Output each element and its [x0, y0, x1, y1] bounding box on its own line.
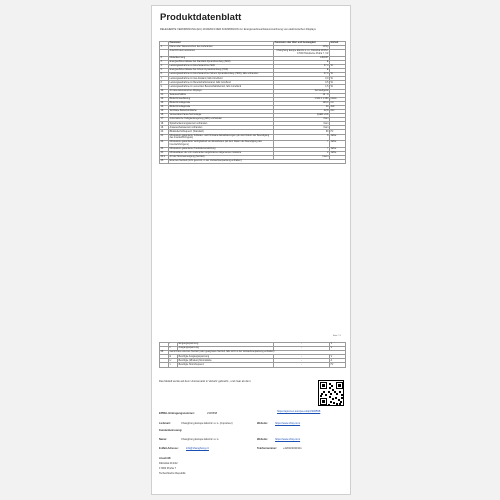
- row-number: 25.: [160, 160, 169, 164]
- row-parameter: Benötigte Ausgangsspannung: [178, 355, 274, 359]
- row-value: 42,8: [274, 110, 330, 114]
- row-number: 19.: [160, 126, 169, 130]
- row-number: ii: [169, 347, 178, 351]
- row-unit: W: [330, 77, 346, 81]
- row-value: L40G5T: [274, 56, 330, 60]
- page-note: Seite 1 / 1: [332, 335, 341, 337]
- website2-link[interactable]: https://www.chiq.com/: [275, 438, 301, 441]
- row-number: 17.: [160, 118, 169, 122]
- row-number: 7.: [160, 77, 169, 81]
- table-row: [160, 50, 346, 57]
- parameter-table-body: [160, 46, 346, 164]
- row-number: iv: [169, 359, 178, 363]
- column-header-unit: Einheit: [330, 42, 346, 46]
- row-unit: Zoll: [330, 105, 346, 109]
- power-supply-table: [159, 342, 346, 368]
- row-parameter: Anwesenheitssensor vorhanden: [169, 126, 274, 130]
- row-parameter: Spracherkennungssensor vorhanden: [169, 122, 274, 126]
- row-value: Fernsehgerät: [274, 89, 330, 93]
- address-line-3: Tschechische Republik: [159, 472, 186, 475]
- row-number: 23.: [160, 147, 169, 151]
- table-row: [160, 141, 346, 148]
- row-number: v: [169, 363, 178, 367]
- row-parameter: Externes Netzteil (nicht genormt, in der Verkaufsverpackung enthalten): [169, 160, 346, 164]
- row-parameter: Leistungsaufnahme im vernetzten Bereitschaftsbetrieb, falls zutreffend: [169, 85, 274, 89]
- row-unit: V: [330, 343, 346, 347]
- row-parameter: Leistungsaufnahme im Bereitschaftszustand, falls zutreffend: [169, 81, 274, 85]
- row-value: 37,0: [274, 64, 330, 68]
- parameter-table: [159, 41, 346, 164]
- row-parameter: Bildschirmauflösung: [169, 97, 274, 101]
- row-number: 4.: [160, 64, 169, 68]
- row-value: 8: [274, 134, 330, 141]
- row-value: 1,5: [274, 85, 330, 89]
- supplier-value: Changhong Europe Electric s.r.o. (Importeur): [181, 422, 233, 425]
- qr-code-icon: [318, 380, 344, 406]
- row-number: 24.: [160, 151, 169, 155]
- phone-label: Telefonnummer:: [257, 447, 278, 450]
- row-value: 2: [274, 151, 330, 155]
- row-parameter: Name oder Warenzeichen des Lieferanten: [169, 46, 274, 50]
- row-parameter: Seitenverhältnis: [169, 93, 274, 97]
- row-value: -: [274, 347, 330, 351]
- row-value: -: [274, 343, 330, 347]
- table-row: [160, 134, 346, 141]
- email-label: E-Mail-Adresse:: [159, 447, 179, 450]
- row-number: 26.: [160, 351, 169, 355]
- row-parameter: Art der Stromversorgung (Netzteil): [169, 155, 274, 159]
- row-value: 16 : 9: [274, 93, 330, 97]
- row-number: i: [169, 343, 178, 347]
- row-number: 24.1: [160, 155, 169, 159]
- row-unit: Jahre: [330, 141, 346, 148]
- row-parameter: Eingangsspannung: [178, 343, 274, 347]
- row-value: 37,0: [274, 73, 330, 77]
- regulation-subtitle: DELEGIERTE VERORDNUNG (EU) 2019/2013 DER KOMMISSION zur Energieverbrauchskennzeichnung von elektronischen Displays: [160, 28, 316, 31]
- row-number: 21.: [160, 134, 169, 141]
- email-link[interactable]: info@changhong.cz: [186, 447, 209, 450]
- row-value: QLED LCD: [274, 114, 330, 118]
- eprel-label: EPREL-Eintragungsnummer:: [159, 412, 195, 415]
- eprel-link[interactable]: https://eprel.ec.europa.eu/qr/2336598: [277, 410, 321, 413]
- row-number: 9.: [160, 85, 169, 89]
- row-number: 2.: [160, 56, 169, 60]
- row-unit: W: [330, 81, 346, 85]
- row-parameter: Verwendete Panel-Technologie: [169, 114, 274, 118]
- row-parameter: Energieeffizienzklasse bei Standard-Dynamikumfang (SDR): [169, 60, 274, 64]
- eprel-value: 2336598: [207, 412, 218, 415]
- row-unit: Jahre: [330, 134, 346, 141]
- row-parameter: Leistungsaufnahme im Ein-Zustand bei SDR: [169, 64, 274, 68]
- row-unit: W: [330, 64, 346, 68]
- row-parameter: Benötigte (Mindest-)Stromstärke: [178, 359, 274, 363]
- row-value: 0,0: [274, 77, 330, 81]
- product-data-sheet: [151, 5, 351, 495]
- row-unit: W: [330, 85, 346, 89]
- row-unit: Hz: [330, 363, 346, 367]
- row-number: iii: [169, 355, 178, 359]
- row-unit: pixels: [330, 97, 346, 101]
- website-label: Website:: [257, 422, 268, 425]
- row-value: 0,5: [274, 81, 330, 85]
- supplier-label: Lieferant:: [159, 422, 171, 425]
- row-number: 11.: [160, 93, 169, 97]
- psu-header: Genormtes externes Netzteil (oder geeignetes Netzteil, falls nicht in der Verkaufsverpackung enthalten): [169, 351, 346, 355]
- row-value: -: [274, 363, 330, 367]
- column-header-parameter: Parameter: [169, 42, 274, 46]
- row-value: Changhong Europe Electric s.r.o., Dělnická 213/12, 17000 Holešovice Praha 7, CZ: [274, 50, 330, 57]
- row-parameter: Sichtbare Bildschirmfläche: [169, 110, 274, 114]
- name-value: Changhong Europe Electric s.r.o.: [181, 438, 220, 441]
- row-unit: Jahre: [330, 151, 346, 155]
- row-value: E: [274, 60, 330, 64]
- power-supply-table-body: [160, 343, 346, 368]
- row-parameter: Anschrift des Lieferanten: [169, 50, 274, 57]
- row-number: [160, 50, 169, 57]
- row-value: 7: [274, 141, 330, 148]
- website2-label: Website:: [257, 438, 268, 441]
- row-number: 13.: [160, 101, 169, 105]
- row-value: Nein: [274, 118, 330, 122]
- row-number: 1.: [160, 46, 169, 50]
- row-parameter: Benötigte Stromfrequenz: [178, 363, 274, 367]
- row-unit: V: [330, 347, 346, 351]
- row-number: 15.: [160, 110, 169, 114]
- row-value: 60: [274, 130, 330, 134]
- row-number: 5.: [160, 69, 169, 73]
- address-line-2: 17000 Praha 7: [159, 467, 177, 470]
- row-unit: cm: [330, 101, 346, 105]
- row-value: 1 920 x 1 080: [274, 97, 330, 101]
- table-row: [160, 363, 346, 367]
- row-parameter: Mindestens garantierte Software- und Firmware-Aktualisierungen (ab dem Datum der Beendigung des Inverkehrbringens): [169, 134, 274, 141]
- phone-value: +420322321911: [283, 447, 302, 450]
- row-unit: V: [330, 355, 346, 359]
- row-number: 14.: [160, 105, 169, 109]
- row-parameter: Automatische Helligkeitsregelung (ABC) vorhanden: [169, 118, 274, 122]
- row-parameter: Mindestens garantierte Produktunterstützung: [169, 147, 274, 151]
- market-date-text: Das Modell wurde auf dem Unionsmarkt in Verkehr gebracht , und zwar ab dem:: [159, 380, 252, 383]
- row-number: 22.: [160, 141, 169, 148]
- row-value: E: [274, 69, 330, 73]
- row-parameter: Bildwiederholfrequenz (Standard): [169, 130, 274, 134]
- row-parameter: Modellkennung: [169, 56, 274, 60]
- page-title: Produktdatenblatt: [160, 12, 242, 23]
- row-value: CHiQ: [274, 46, 330, 50]
- row-value: 7: [274, 147, 330, 151]
- row-number: 18.: [160, 122, 169, 126]
- row-value: 100,0: [274, 101, 330, 105]
- row-parameter: Art des elektronischen Displays: [169, 89, 274, 93]
- row-parameter: Leistungsaufnahme im Aus-Zustand, falls zutreffend: [169, 77, 274, 81]
- row-unit: Hz: [330, 130, 346, 134]
- row-value: -: [274, 355, 330, 359]
- row-number: 8.: [160, 81, 169, 85]
- row-unit: [330, 50, 346, 57]
- customer-service-label: Kundenbetreuung:: [159, 429, 183, 432]
- table-row: [160, 160, 346, 164]
- row-value: -: [274, 359, 330, 363]
- row-blank: [160, 363, 169, 367]
- row-parameter: Energieeffizienzklasse bei hohem Dynamikumfang (HDR): [169, 69, 274, 73]
- column-header-value: Parameter oder Wert und Genauigkeit: [274, 42, 330, 46]
- row-unit: A: [330, 359, 346, 363]
- row-value: Nein: [274, 126, 330, 130]
- row-number: 16.: [160, 114, 169, 118]
- address-line-1: Dělnická 213/12: [159, 462, 178, 465]
- row-value: Nein: [274, 122, 330, 126]
- row-value: 40: [274, 105, 330, 109]
- row-parameter: Leistungsaufnahme im Ein-Zustand bei hohem Dynamikumfang (HDR), falls vorhanden: [169, 73, 274, 77]
- row-unit: W: [330, 73, 346, 77]
- name-label: Name:: [159, 438, 167, 441]
- row-number: 10.: [160, 89, 169, 93]
- row-number: 3.: [160, 60, 169, 64]
- row-number: 20.: [160, 130, 169, 134]
- row-number: 6.: [160, 73, 169, 77]
- row-number: 12.: [160, 97, 169, 101]
- row-parameter: Mindestens garantierte Verfügbarkeit von Ersatzteilen (ab dem Datum der Beendigung des Inverkehrbringens): [169, 141, 274, 148]
- address-label: Anschrift:: [159, 457, 172, 460]
- row-value: Intern: [274, 155, 330, 159]
- website-link[interactable]: https://www.chiq.com/: [275, 422, 301, 425]
- row-unit: Jahre: [330, 147, 346, 151]
- row-parameter: Bildschirmdiagonale: [169, 101, 274, 105]
- row-parameter: Ausgangsspannung: [178, 347, 274, 351]
- row-parameter: Bildschirmdiagonale: [169, 105, 274, 109]
- row-parameter: Mindestdauer der vom Lieferanten angebotenen allgemeinen Garantie: [169, 151, 274, 155]
- row-unit: dm²: [330, 110, 346, 114]
